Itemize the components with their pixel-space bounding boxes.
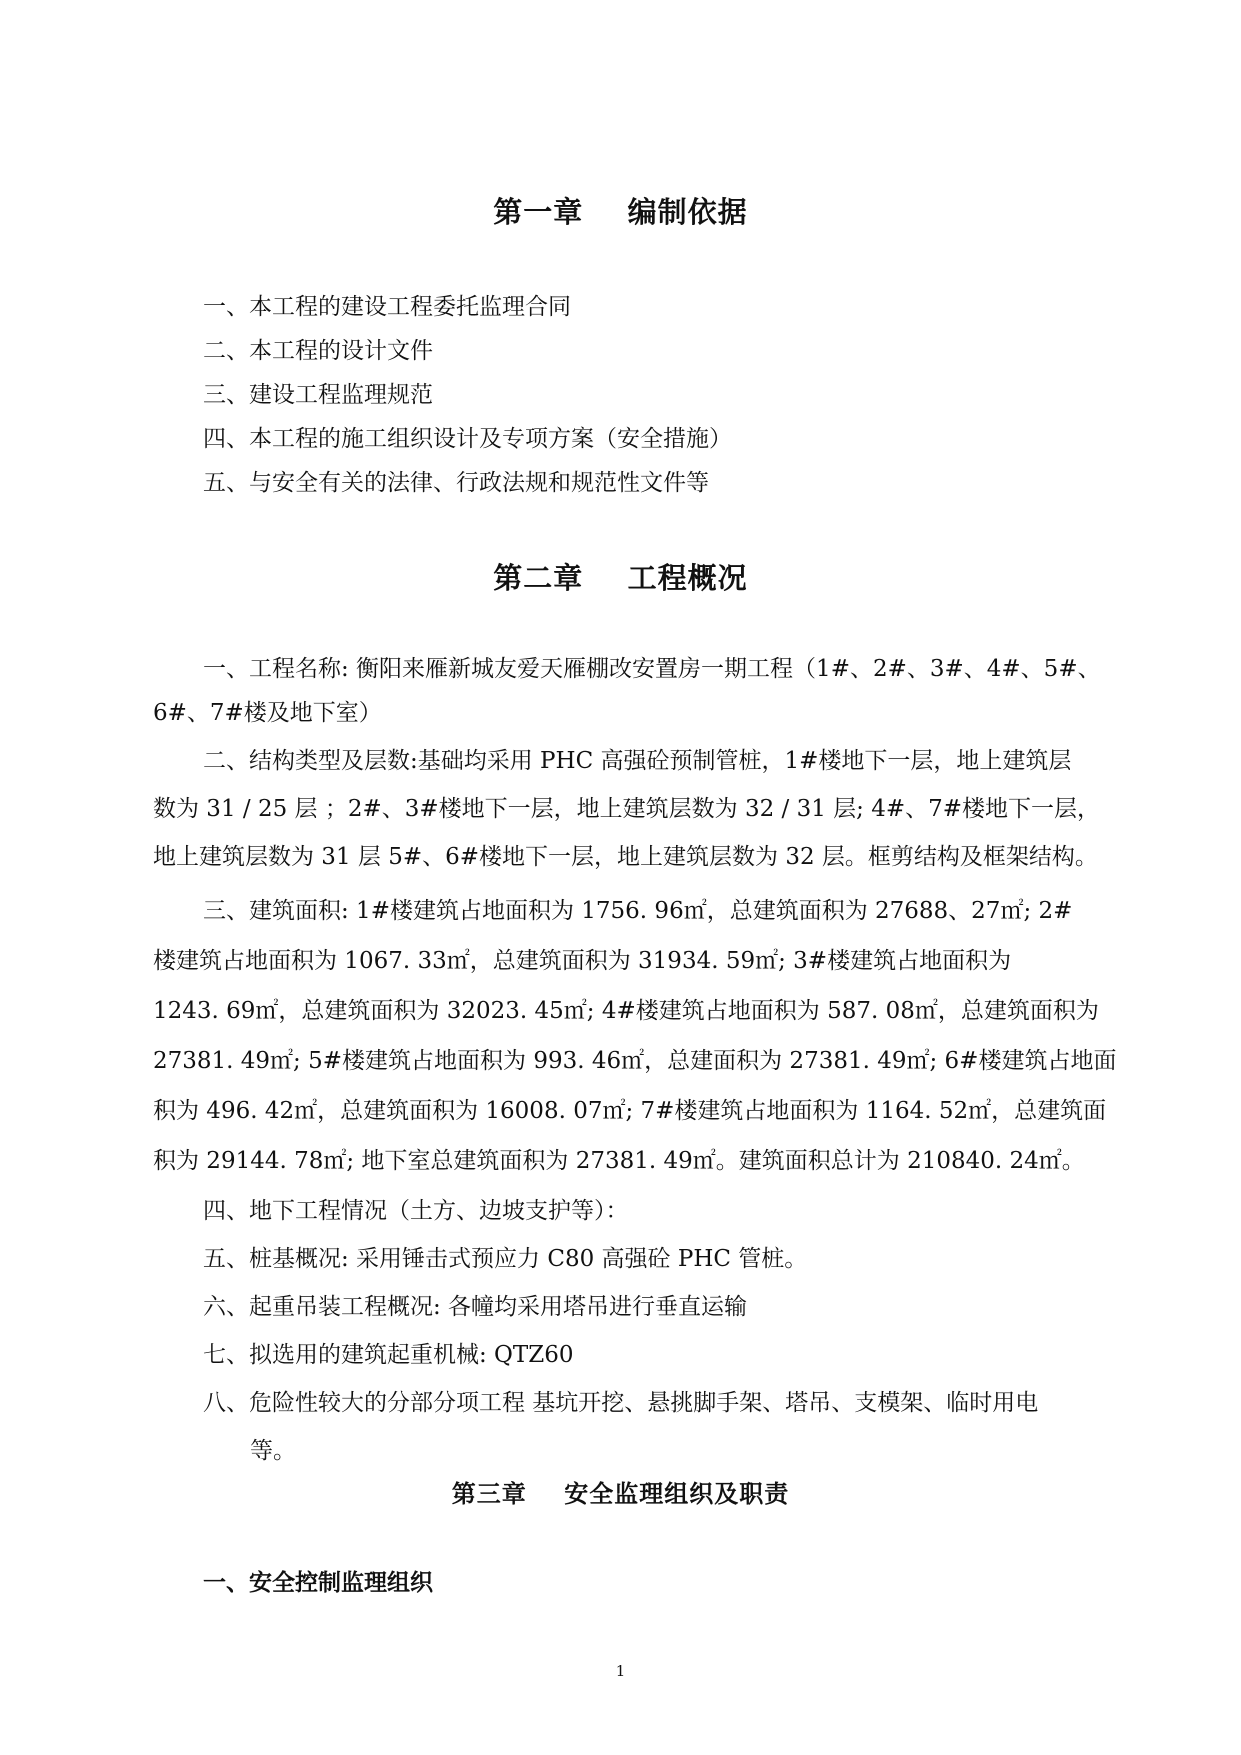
chapter-1-item-1: 一、本工程的建设工程委托监理合同 bbox=[203, 294, 571, 320]
chapter-3-title: 第三章 安全监理组织及职责 bbox=[451, 1479, 790, 1508]
area-line-1: 三、建筑面积: 1#楼建筑占地面积为 1756. 96㎡，总建筑面积为 27688、27㎡; 2# bbox=[203, 898, 1073, 924]
structure-line-2: 数为 31 / 25 层 ；2#、3#楼地下一层，地上建筑层数为 32 / 31 层; 4#、7#楼地下一层， bbox=[153, 796, 1101, 822]
chapter-1-item-4: 四、本工程的施工组织设计及专项方案（安全措施） bbox=[203, 426, 732, 452]
section-heading-safety-organization: 一、安全控制监理组织 bbox=[203, 1569, 433, 1596]
underground-works-line: 四、地下工程情况（土方、边坡支护等）： bbox=[203, 1198, 629, 1224]
area-line-4: 27381. 49㎡; 5#楼建筑占地面积为 993. 46㎡，总建面积为 27381. 49㎡; 6#楼建筑占地面 bbox=[153, 1048, 1117, 1074]
area-line-2: 楼建筑占地面积为 1067. 33㎡，总建筑面积为 31934. 59㎡; 3#楼建筑占地面积为 bbox=[153, 948, 1012, 974]
chapter-2-title: 第二章 工程概况 bbox=[493, 561, 748, 595]
structure-line-1: 二、结构类型及层数:基础均采用 PHC 高强砼预制管桩，1#楼地下一层，地上建筑层 bbox=[203, 748, 1072, 774]
project-name-line-1: 一、工程名称: 衡阳来雁新城友爱天雁棚改安置房一期工程（1#、2#、3#、4#、5#、 bbox=[203, 656, 1101, 682]
lifting-machinery-line: 七、拟选用的建筑起重机械: QTZ60 bbox=[203, 1342, 574, 1368]
lifting-works-line: 六、起重吊装工程概况: 各幢均采用塔吊进行垂直运输 bbox=[203, 1294, 748, 1320]
area-line-5: 积为 496. 42㎡，总建筑面积为 16008. 07㎡; 7#楼建筑占地面积为 1164. 52㎡，总建筑面 bbox=[153, 1098, 1107, 1124]
pile-foundation-line: 五、桩基概况: 采用锤击式预应力 C80 高强砼 PHC 管桩。 bbox=[203, 1246, 808, 1272]
chapter-1-title: 第一章 编制依据 bbox=[493, 195, 748, 229]
structure-line-3: 地上建筑层数为 31 层 5#、6#楼地下一层，地上建筑层数为 32 层。框剪结构及框架结构。 bbox=[153, 844, 1098, 870]
chapter-1-item-2: 二、本工程的设计文件 bbox=[203, 338, 433, 364]
hazardous-works-line-2: 等。 bbox=[250, 1438, 296, 1464]
area-line-6: 积为 29144. 78㎡; 地下室总建筑面积为 27381. 49㎡。建筑面积总计为 210840. 24㎡。 bbox=[153, 1148, 1085, 1174]
chapter-1-item-3: 三、建设工程监理规范 bbox=[203, 382, 433, 408]
hazardous-works-line-1: 八、危险性较大的分部分项工程 基坑开挖、悬挑脚手架、塔吊、支模架、临时用电 bbox=[203, 1390, 1039, 1416]
page-number: 1 bbox=[615, 1662, 626, 1680]
project-name-line-2: 6#、7#楼及地下室） bbox=[153, 700, 382, 726]
area-line-3: 1243. 69㎡，总建筑面积为 32023. 45㎡; 4#楼建筑占地面积为 587. 08㎡，总建筑面积为 bbox=[153, 998, 1099, 1024]
chapter-1-item-5: 五、与安全有关的法律、行政法规和规范性文件等 bbox=[203, 470, 709, 496]
